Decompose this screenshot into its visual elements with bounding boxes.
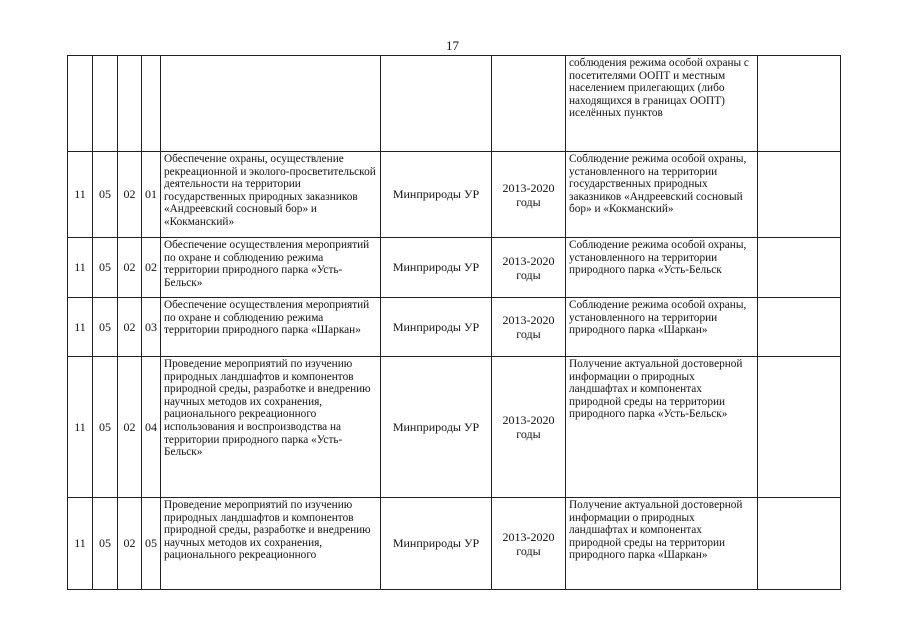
code-cell: 05 bbox=[93, 298, 118, 357]
code-cell: 04 bbox=[142, 357, 161, 498]
code-cell: 11 bbox=[68, 152, 93, 238]
code-cell: 03 bbox=[142, 298, 161, 357]
term-cell: 2013-2020 годы bbox=[492, 152, 566, 238]
table-row bbox=[68, 298, 841, 357]
code-cell: 11 bbox=[68, 298, 93, 357]
code-cell bbox=[68, 56, 93, 152]
code-cell: 02 bbox=[118, 238, 142, 298]
table-row bbox=[68, 357, 841, 498]
term-cell: 2013-2020 годы bbox=[492, 498, 566, 590]
code-cell bbox=[93, 56, 118, 152]
table-row bbox=[68, 56, 841, 152]
executor-cell bbox=[381, 56, 492, 152]
code-cell bbox=[118, 56, 142, 152]
executor-cell: Минприроды УР bbox=[381, 152, 492, 238]
empty-cell bbox=[758, 152, 841, 238]
table-row bbox=[68, 498, 841, 590]
executor-cell: Минприроды УР bbox=[381, 238, 492, 298]
code-cell: 02 bbox=[118, 152, 142, 238]
result-cell: Получение актуальной достоверной информации о природных ландшафтах и компонентах природной среды на территории природного парка «Шаркан» bbox=[566, 498, 758, 590]
measure-cell bbox=[161, 56, 381, 152]
empty-cell bbox=[758, 298, 841, 357]
term-cell bbox=[492, 56, 566, 152]
term-cell: 2013-2020 годы bbox=[492, 298, 566, 357]
table-row bbox=[68, 238, 841, 298]
code-cell: 05 bbox=[142, 498, 161, 590]
code-cell: 05 bbox=[93, 357, 118, 498]
empty-cell bbox=[758, 357, 841, 498]
page-number: 17 bbox=[446, 38, 459, 53]
measure-cell: Проведение мероприятий по изучению природных ландшафтов и компонентов природной среды, разработке и внедрению научных методов их сохранения, рационального рекреационного bbox=[161, 498, 381, 590]
term-cell: 2013-2020 годы bbox=[492, 238, 566, 298]
code-cell: 11 bbox=[68, 238, 93, 298]
code-cell bbox=[142, 56, 161, 152]
measures-table bbox=[67, 55, 841, 590]
code-cell: 05 bbox=[93, 498, 118, 590]
measure-cell: Обеспечение охраны, осуществление рекреационной и эколого-просветительской деятельности на территории государственных природных заказников «Андреевский сосновый бор» и «Кокманский» bbox=[161, 152, 381, 238]
empty-cell bbox=[758, 238, 841, 298]
code-cell: 02 bbox=[142, 238, 161, 298]
measure-cell: Обеспечение осуществления мероприятий по охране и соблюдению режима территории природного парка «Усть-Бельск» bbox=[161, 238, 381, 298]
code-cell: 01 bbox=[142, 152, 161, 238]
code-cell: 11 bbox=[68, 498, 93, 590]
result-cell: Соблюдение режима особой охраны, установленного на территории природного парка «Усть-Бельск bbox=[566, 238, 758, 298]
executor-cell: Минприроды УР bbox=[381, 298, 492, 357]
code-cell: 02 bbox=[118, 357, 142, 498]
result-cell: соблюдения режима особой охраны с посетителями ООПТ и местным населением прилегающих (либо находящихся в границах ООПТ) иселённых пунктов bbox=[566, 56, 758, 152]
executor-cell: Минприроды УР bbox=[381, 357, 492, 498]
result-cell: Соблюдение режима особой охраны, установленного на территории природного парка «Шаркан» bbox=[566, 298, 758, 357]
term-cell: 2013-2020 годы bbox=[492, 357, 566, 498]
executor-cell: Минприроды УР bbox=[381, 498, 492, 590]
code-cell: 02 bbox=[118, 498, 142, 590]
measure-cell: Проведение мероприятий по изучению природных ландшафтов и компонентов природной среды, разработке и внедрению научных методов их сохранения, рационального рекреационного использования и воспроизводства на территории природного парка «Усть-Бельск» bbox=[161, 357, 381, 498]
empty-cell bbox=[758, 498, 841, 590]
code-cell: 02 bbox=[118, 298, 142, 357]
result-cell: Получение актуальной достоверной информации о природных ландшафтах и компонентах природной среды на территории природного парка «Усть-Бельск» bbox=[566, 357, 758, 498]
measure-cell: Обеспечение осуществления мероприятий по охране и соблюдению режима территории природного парка «Шаркан» bbox=[161, 298, 381, 357]
code-cell: 11 bbox=[68, 357, 93, 498]
code-cell: 05 bbox=[93, 238, 118, 298]
empty-cell bbox=[758, 56, 841, 152]
code-cell: 05 bbox=[93, 152, 118, 238]
result-cell: Соблюдение режима особой охраны, установленного на территории государственных природных заказников «Андреевский сосновый бор» и «Кокманский» bbox=[566, 152, 758, 238]
table-row bbox=[68, 152, 841, 238]
